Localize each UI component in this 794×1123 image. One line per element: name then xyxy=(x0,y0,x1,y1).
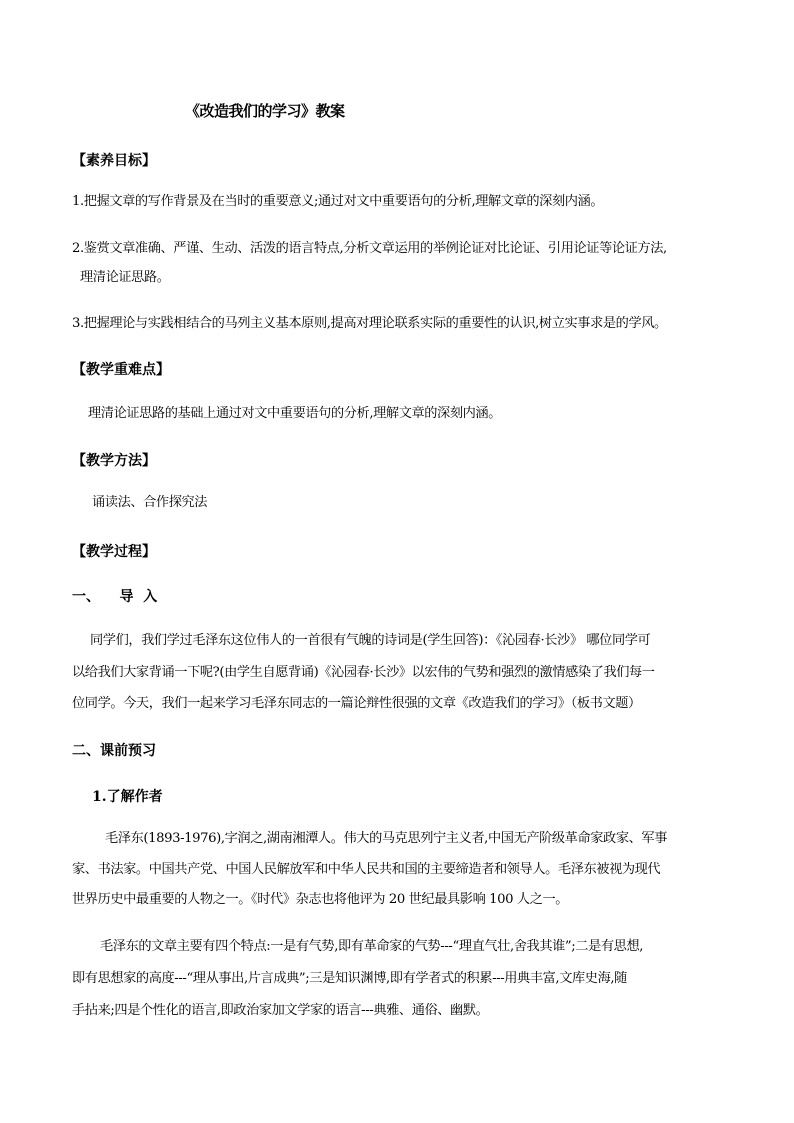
methods-text: 诵读法、合作探究法 xyxy=(92,495,208,510)
intro-line-3: 位同学。今天，我们一起来学习毛泽东同志的一篇论辩性很强的文章《改造我们的学习》（板书文题） xyxy=(72,696,641,711)
heading-literacy-goals: 【素养目标】 xyxy=(72,153,156,169)
style-line-3: 手拈来;四是个性化的语言,即政治家加文学家的语言---典雅、通俗、幽默。 xyxy=(72,1003,489,1018)
heading-methods: 【教学方法】 xyxy=(72,453,156,469)
intro-line-2: 以给我们大家背诵一下呢?(由学生自愿背诵)《沁园春·长沙》以宏伟的气势和强烈的激情感染了我们每一 xyxy=(72,665,655,680)
goal-item-3: 3.把握理论与实践相结合的马列主义基本原则,提高对理论联系实际的重要性的认识,树立实事求是的学风。 xyxy=(72,316,667,331)
author-line-1: 毛泽东(1893-1976),字润之,湖南湘潭人。伟大的马克思列宁主义者,中国无产阶级革命家政家、军事 xyxy=(105,831,667,846)
goal-item-1: 1.把握文章的写作背景及在当时的重要意义;通过对文中重要语句的分析,理解文章的深刻内涵。 xyxy=(72,194,604,209)
heading-process: 【教学过程】 xyxy=(72,544,156,560)
heading-preview: 二、课前预习 xyxy=(72,743,156,759)
heading-key-points: 【教学重难点】 xyxy=(72,362,170,378)
heading-intro: 一、 导 入 xyxy=(72,589,158,605)
intro-line-1: 同学们，我们学过毛泽东这位伟人的一首很有气魄的诗词是(学生回答)：《沁园春·长沙》 哪位同学可 xyxy=(90,633,651,648)
page-title: 《改造我们的学习》教案 xyxy=(185,102,345,120)
style-line-1: 毛泽东的文章主要有四个特点:一是有气势,即有革命家的气势---“理直气壮,舍我其谁”;二是有思想, xyxy=(100,939,644,954)
subheading-author: 1.了解作者 xyxy=(92,789,163,805)
key-points-text: 理清论证思路的基础上通过对文中重要语句的分析,理解文章的深刻内涵。 xyxy=(88,406,501,421)
goal-item-2: 2.鉴赏文章准确、严谨、生动、活泼的语言特点,分析文章运用的举例论证对比论证、引用论证等论证方法, xyxy=(72,241,667,256)
goal-item-2-continued: 理清论证思路。 xyxy=(80,270,170,285)
author-line-3: 世界历史中最重要的人物之一。《时代》杂志也将他评为 20 世纪最具影响 100 人之一。 xyxy=(72,892,569,907)
style-line-2: 即有思想家的高度---“理从事出,片言成典”;三是知识渊博,即有学者式的积累---用典丰富,文库史海,随 xyxy=(72,971,627,986)
author-line-2: 家、书法家。中国共产党、中国人民解放军和中华人民共和国的主要缔造者和领导人。毛泽东被视为现代 xyxy=(72,862,661,877)
